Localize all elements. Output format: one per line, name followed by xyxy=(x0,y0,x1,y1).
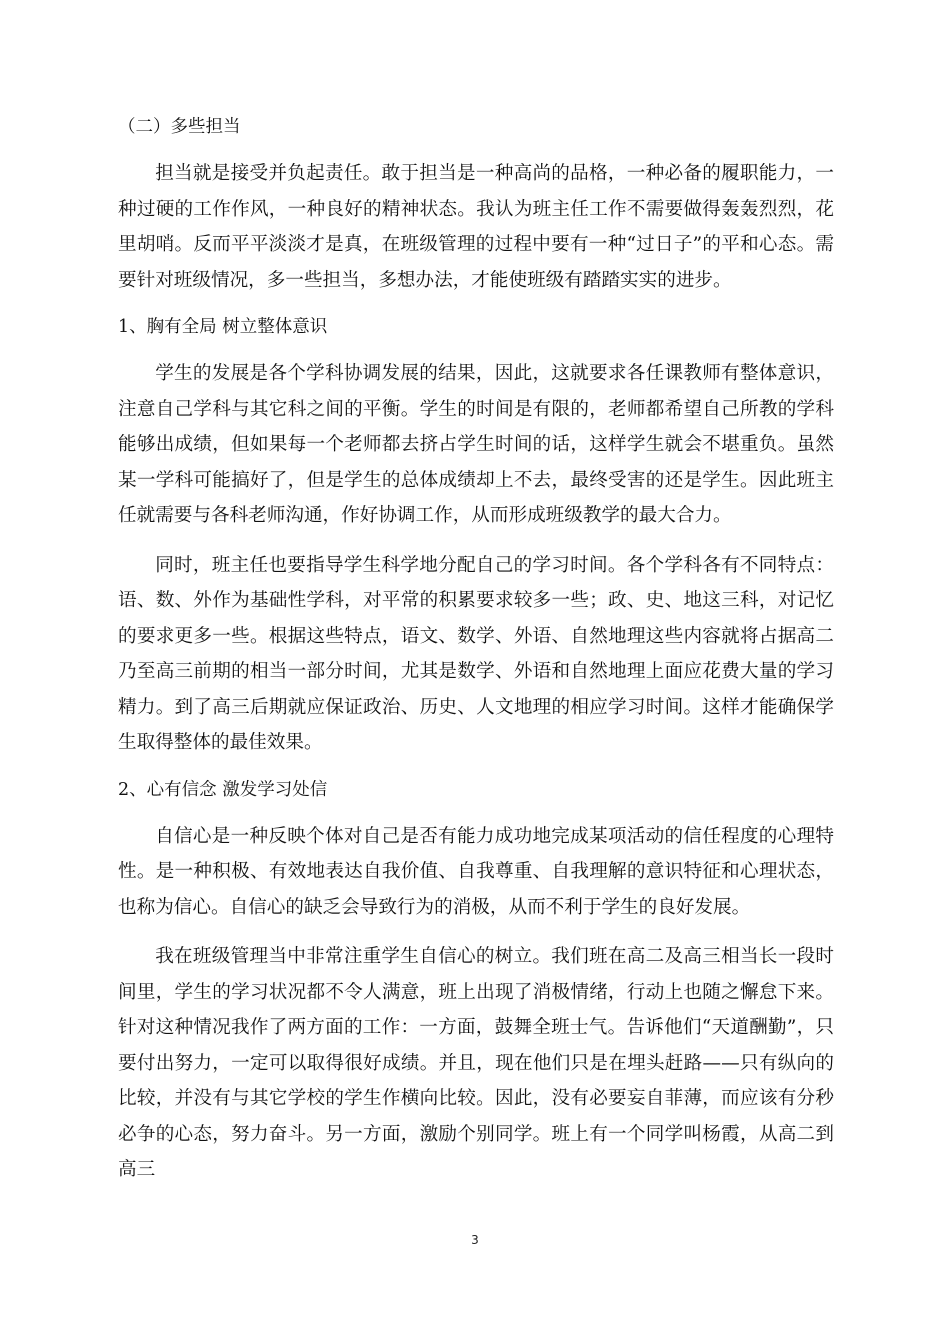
subheading-confidence: 2、心有信念 激发学习处信 xyxy=(118,779,328,800)
paragraph-study-time-allocation: 同时，班主任也要指导学生科学地分配自己的学习时间。各个学科各有不同特点：语、数、外作为基础性学科，对平常的积累要求较多一些；政、史、地这三科，对记忆的要求更多一些。根据这些特点，语文、数学、外语、自然地理这些内容就将占据高二乃至高三前期的相当一部分时间，尤其是数学、外语和自然地理上面应花费大量的学习精力。到了高三后期就应保证政治、历史、人文地理的相应学习时间。这样才能确保学生取得整体的最佳效果。 xyxy=(118,554,834,753)
page-number: 3 xyxy=(471,1233,479,1247)
paragraph-subject-balance: 学生的发展是各个学科协调发展的结果，因此，这就要求各任课教师有整体意识，注意自己学科与其它科之间的平衡。学生的时间是有限的，老师都希望自己所教的学科能够出成绩，但如果每一个老师都去挤占学生时间的话，这样学生就会不堪重负。虽然某一学科可能搞好了，但是学生的总体成绩却上不去，最终受害的还是学生。因此班主任就需要与各科老师沟通，作好协调工作，从而形成班级教学的最大合力。 xyxy=(118,363,834,526)
paragraph-confidence-definition: 自信心是一种反映个体对自己是否有能力成功地完成某项活动的信任程度的心理特性。是一种积极、有效地表达自我价值、自我尊重、自我理解的意识特征和心理状态，也称为信心。自信心的缺乏会导致行为的消极，从而不利于学生的良好发展。 xyxy=(118,825,834,918)
subheading-overall-awareness: 1、胸有全局 树立整体意识 xyxy=(118,317,328,337)
paragraph-responsibility-intro: 担当就是接受并负起责任。敢于担当是一种高尚的品格，一种必备的履职能力，一种过硬的工作作风，一种良好的精神状态。我认为班主任工作不需要做得轰轰烈烈，花里胡哨。反而平平淡淡才是真，在班级管理的过程中要有一种“过日子”的平和心态。需要针对班级情况，多一些担当，多想办法，才能使班级有踏踏实实的进步。 xyxy=(118,163,834,291)
paragraph-confidence-practice: 我在班级管理当中非常注重学生自信心的树立。我们班在高二及高三相当长一段时间里，学生的学习状况都不令人满意，班上出现了消极情绪，行动上也随之懈怠下来。针对这种情况我作了两方面的工作：一方面，鼓舞全班士气。告诉他们“天道酬勤”，只要付出努力，一定可以取得很好成绩。并且，现在他们只是在埋头赶路——只有纵向的比较，并没有与其它学校的学生作横向比较。因此，没有必要妄自菲薄，而应该有分秒必争的心态，努力奋斗。另一方面，激励个别同学。班上有一个同学叫杨霞，从高二到高三 xyxy=(118,946,834,1180)
document-body xyxy=(118,112,834,1202)
section-heading-more-responsibility: （二）多些担当 xyxy=(118,117,241,137)
